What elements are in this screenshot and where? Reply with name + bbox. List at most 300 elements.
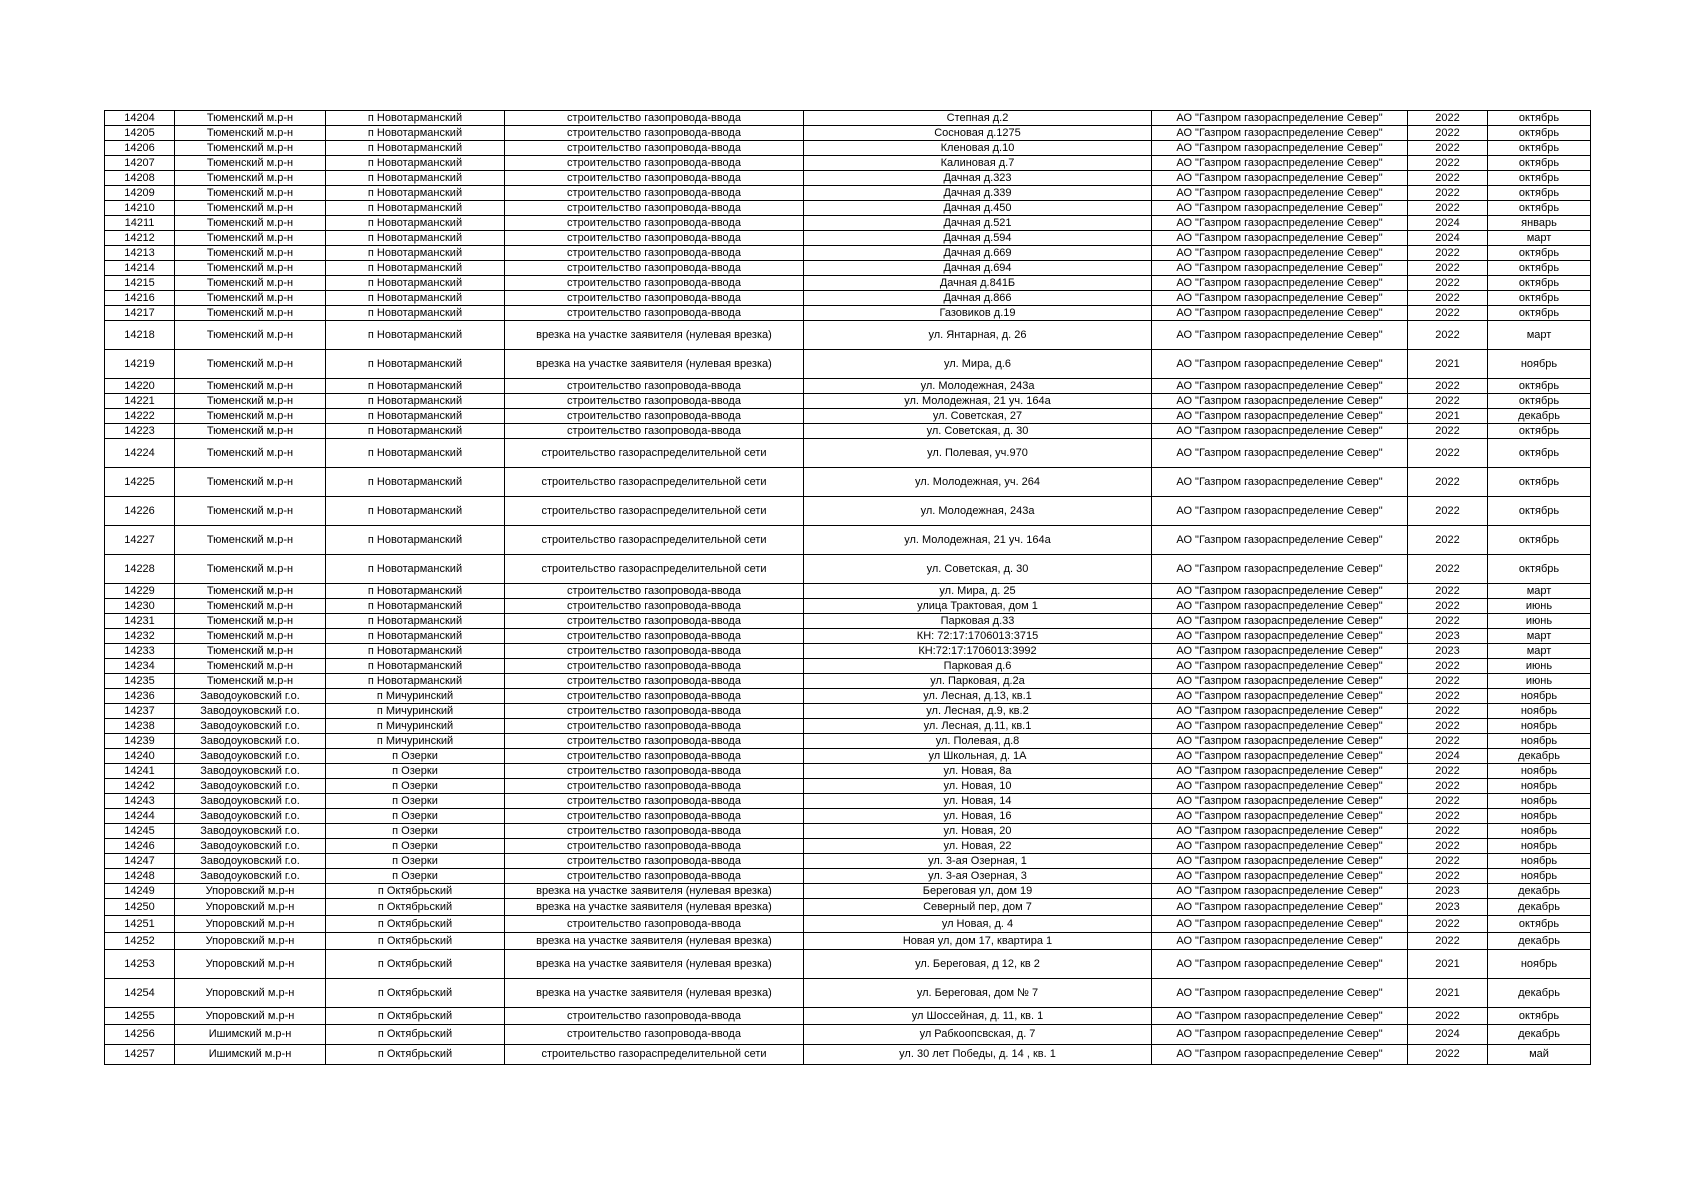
cell-address: Дачная д.594 [804,231,1152,246]
cell-settlement: п Озерки [326,839,505,854]
cell-settlement: п Мичуринский [326,719,505,734]
cell-month: ноябрь [1488,824,1591,839]
cell-district: Заводоуковский г.о. [175,734,326,749]
table-row [105,979,1591,1008]
table-body [105,111,1591,1065]
cell-organization: АО "Газпром газораспределение Север" [1152,216,1408,231]
cell-work-type: строительство газопровода-ввода [505,584,804,599]
cell-settlement: п Октябрьский [326,950,505,979]
table-row [105,916,1591,933]
cell-year: 2023 [1408,884,1488,899]
cell-work-type: строительство газопровода-ввода [505,291,804,306]
cell-settlement: п Октябрьский [326,933,505,950]
cell-month: январь [1488,216,1591,231]
cell-month: октябрь [1488,126,1591,141]
cell-work-type: строительство газопровода-ввода [505,216,804,231]
cell-organization: АО "Газпром газораспределение Север" [1152,749,1408,764]
cell-id: 14205 [105,126,175,141]
table-row [105,644,1591,659]
cell-address: Парковая д.33 [804,614,1152,629]
table-row [105,933,1591,950]
cell-work-type: врезка на участке заявителя (нулевая врезка) [505,321,804,350]
cell-organization: АО "Газпром газораспределение Север" [1152,719,1408,734]
cell-settlement: п Озерки [326,809,505,824]
cell-year: 2022 [1408,111,1488,126]
cell-id: 14242 [105,779,175,794]
cell-id: 14240 [105,749,175,764]
cell-month: ноябрь [1488,689,1591,704]
cell-month: декабрь [1488,899,1591,916]
cell-month: октябрь [1488,111,1591,126]
cell-year: 2021 [1408,409,1488,424]
table-row [105,424,1591,439]
cell-organization: АО "Газпром газораспределение Север" [1152,231,1408,246]
cell-settlement: п Новотарманский [326,216,505,231]
cell-settlement: п Новотарманский [326,111,505,126]
cell-settlement: п Новотарманский [326,246,505,261]
cell-address: ул. Береговая, дом № 7 [804,979,1152,1008]
cell-work-type: строительство газопровода-ввода [505,824,804,839]
cell-work-type: строительство газопровода-ввода [505,126,804,141]
cell-year: 2022 [1408,201,1488,216]
cell-settlement: п Новотарманский [326,321,505,350]
cell-work-type: строительство газопровода-ввода [505,1025,804,1045]
cell-month: ноябрь [1488,734,1591,749]
cell-organization: АО "Газпром газораспределение Север" [1152,409,1408,424]
cell-district: Тюменский м.р-н [175,526,326,555]
cell-year: 2023 [1408,899,1488,916]
cell-settlement: п Мичуринский [326,704,505,719]
table-row [105,674,1591,689]
cell-work-type: строительство газопровода-ввода [505,839,804,854]
table-row [105,468,1591,497]
cell-month: октябрь [1488,156,1591,171]
cell-organization: АО "Газпром газораспределение Север" [1152,394,1408,409]
cell-year: 2022 [1408,916,1488,933]
cell-year: 2022 [1408,839,1488,854]
cell-district: Тюменский м.р-н [175,659,326,674]
cell-work-type: строительство газопровода-ввода [505,734,804,749]
cell-year: 2023 [1408,629,1488,644]
cell-year: 2022 [1408,186,1488,201]
table-row [105,884,1591,899]
table-row [105,306,1591,321]
table-row [105,126,1591,141]
cell-district: Тюменский м.р-н [175,644,326,659]
cell-district: Заводоуковский г.о. [175,809,326,824]
cell-district: Заводоуковский г.о. [175,839,326,854]
cell-year: 2022 [1408,584,1488,599]
cell-month: июнь [1488,599,1591,614]
cell-work-type: врезка на участке заявителя (нулевая врезка) [505,979,804,1008]
cell-address: Дачная д.323 [804,171,1152,186]
cell-work-type: врезка на участке заявителя (нулевая врезка) [505,950,804,979]
cell-organization: АО "Газпром газораспределение Север" [1152,899,1408,916]
cell-work-type: строительство газопровода-ввода [505,629,804,644]
cell-id: 14220 [105,379,175,394]
cell-settlement: п Октябрьский [326,1045,505,1065]
table-row [105,839,1591,854]
cell-settlement: п Новотарманский [326,201,505,216]
cell-month: октябрь [1488,171,1591,186]
gas-connection-table [104,110,1591,1065]
cell-year: 2022 [1408,171,1488,186]
cell-id: 14208 [105,171,175,186]
cell-month: октябрь [1488,306,1591,321]
cell-month: июнь [1488,674,1591,689]
cell-district: Ишимский м.р-н [175,1025,326,1045]
cell-district: Тюменский м.р-н [175,394,326,409]
cell-year: 2022 [1408,394,1488,409]
cell-year: 2022 [1408,734,1488,749]
cell-settlement: п Новотарманский [326,659,505,674]
cell-year: 2022 [1408,659,1488,674]
cell-id: 14249 [105,884,175,899]
cell-month: ноябрь [1488,854,1591,869]
cell-year: 2023 [1408,644,1488,659]
cell-address: Дачная д.450 [804,201,1152,216]
cell-district: Упоровский м.р-н [175,950,326,979]
cell-year: 2024 [1408,1025,1488,1045]
cell-year: 2021 [1408,350,1488,379]
cell-district: Заводоуковский г.о. [175,704,326,719]
cell-address: ул. Новая, 22 [804,839,1152,854]
cell-month: октябрь [1488,1008,1591,1025]
cell-work-type: строительство газораспределительной сети [505,526,804,555]
cell-settlement: п Новотарманский [326,186,505,201]
cell-id: 14250 [105,899,175,916]
cell-district: Тюменский м.р-н [175,629,326,644]
table-row [105,629,1591,644]
table-row [105,659,1591,674]
cell-organization: АО "Газпром газораспределение Север" [1152,261,1408,276]
cell-district: Заводоуковский г.о. [175,689,326,704]
cell-id: 14246 [105,839,175,854]
cell-address: ул. Лесная, д.9, кв.2 [804,704,1152,719]
cell-settlement: п Новотарманский [326,614,505,629]
cell-district: Тюменский м.р-н [175,350,326,379]
cell-year: 2024 [1408,216,1488,231]
cell-district: Тюменский м.р-н [175,424,326,439]
cell-settlement: п Новотарманский [326,276,505,291]
cell-district: Тюменский м.р-н [175,321,326,350]
cell-address: ул. Новая, 14 [804,794,1152,809]
cell-year: 2021 [1408,979,1488,1008]
cell-work-type: строительство газопровода-ввода [505,379,804,394]
cell-organization: АО "Газпром газораспределение Север" [1152,584,1408,599]
cell-work-type: строительство газопровода-ввода [505,659,804,674]
cell-year: 2022 [1408,246,1488,261]
cell-work-type: строительство газопровода-ввода [505,246,804,261]
cell-organization: АО "Газпром газораспределение Север" [1152,497,1408,526]
cell-address: ул Рабкоопсвская, д. 7 [804,1025,1152,1045]
cell-organization: АО "Газпром газораспределение Север" [1152,950,1408,979]
table-row [105,246,1591,261]
cell-district: Упоровский м.р-н [175,899,326,916]
cell-settlement: п Озерки [326,824,505,839]
cell-month: ноябрь [1488,350,1591,379]
cell-organization: АО "Газпром газораспределение Север" [1152,839,1408,854]
cell-organization: АО "Газпром газораспределение Север" [1152,979,1408,1008]
cell-address: ул. Новая, 20 [804,824,1152,839]
cell-district: Упоровский м.р-н [175,884,326,899]
cell-organization: АО "Газпром газораспределение Север" [1152,779,1408,794]
cell-district: Тюменский м.р-н [175,439,326,468]
cell-id: 14233 [105,644,175,659]
cell-district: Тюменский м.р-н [175,409,326,424]
table-row [105,794,1591,809]
cell-settlement: п Новотарманский [326,261,505,276]
table-row [105,497,1591,526]
cell-year: 2022 [1408,779,1488,794]
cell-work-type: строительство газопровода-ввода [505,854,804,869]
cell-month: октябрь [1488,276,1591,291]
table-row [105,614,1591,629]
cell-id: 14211 [105,216,175,231]
cell-settlement: п Новотарманский [326,141,505,156]
cell-address: ул. Молодежная, 21 уч. 164а [804,394,1152,409]
cell-work-type: строительство газопровода-ввода [505,394,804,409]
cell-organization: АО "Газпром газораспределение Север" [1152,674,1408,689]
cell-id: 14232 [105,629,175,644]
table-row [105,350,1591,379]
cell-settlement: п Новотарманский [326,394,505,409]
cell-district: Заводоуковский г.о. [175,854,326,869]
cell-organization: АО "Газпром газораспределение Север" [1152,126,1408,141]
cell-id: 14209 [105,186,175,201]
cell-district: Тюменский м.р-н [175,379,326,394]
table-row [105,321,1591,350]
cell-address: Дачная д.866 [804,291,1152,306]
cell-address: ул. Полевая, д.8 [804,734,1152,749]
cell-organization: АО "Газпром газораспределение Север" [1152,869,1408,884]
cell-settlement: п Мичуринский [326,734,505,749]
cell-settlement: п Октябрьский [326,916,505,933]
cell-id: 14230 [105,599,175,614]
cell-address: Дачная д.841Б [804,276,1152,291]
cell-year: 2022 [1408,497,1488,526]
cell-district: Упоровский м.р-н [175,916,326,933]
cell-id: 14228 [105,555,175,584]
cell-month: октябрь [1488,394,1591,409]
cell-district: Упоровский м.р-н [175,979,326,1008]
cell-address: ул. 3-ая Озерная, 1 [804,854,1152,869]
cell-organization: АО "Газпром газораспределение Север" [1152,201,1408,216]
table-row [105,276,1591,291]
cell-address: ул. Молодежная, уч. 264 [804,468,1152,497]
cell-district: Тюменский м.р-н [175,246,326,261]
cell-district: Тюменский м.р-н [175,216,326,231]
cell-district: Ишимский м.р-н [175,1045,326,1065]
cell-month: июнь [1488,659,1591,674]
cell-address: ул Шоссейная, д. 11, кв. 1 [804,1008,1152,1025]
cell-organization: АО "Газпром газораспределение Север" [1152,824,1408,839]
table-row [105,734,1591,749]
cell-id: 14236 [105,689,175,704]
table-row [105,216,1591,231]
cell-address: Новая ул, дом 17, квартира 1 [804,933,1152,950]
cell-address: Калиновая д.7 [804,156,1152,171]
cell-month: октябрь [1488,497,1591,526]
cell-district: Тюменский м.р-н [175,599,326,614]
cell-district: Тюменский м.р-н [175,291,326,306]
cell-district: Тюменский м.р-н [175,111,326,126]
cell-settlement: п Октябрьский [326,899,505,916]
cell-work-type: строительство газопровода-ввода [505,916,804,933]
cell-work-type: строительство газопровода-ввода [505,111,804,126]
cell-year: 2024 [1408,231,1488,246]
cell-work-type: строительство газопровода-ввода [505,424,804,439]
cell-address: Дачная д.521 [804,216,1152,231]
cell-id: 14234 [105,659,175,674]
cell-organization: АО "Газпром газораспределение Север" [1152,555,1408,584]
cell-id: 14207 [105,156,175,171]
table-row [105,854,1591,869]
cell-settlement: п Новотарманский [326,379,505,394]
table-row [105,394,1591,409]
cell-work-type: строительство газопровода-ввода [505,764,804,779]
cell-month: май [1488,1045,1591,1065]
cell-id: 14218 [105,321,175,350]
cell-id: 14225 [105,468,175,497]
cell-address: Газовиков д.19 [804,306,1152,321]
cell-settlement: п Новотарманский [326,306,505,321]
cell-settlement: п Новотарманский [326,468,505,497]
cell-work-type: строительство газопровода-ввода [505,809,804,824]
cell-organization: АО "Газпром газораспределение Север" [1152,614,1408,629]
cell-month: октябрь [1488,424,1591,439]
cell-address: Парковая д.6 [804,659,1152,674]
table-row [105,869,1591,884]
cell-work-type: строительство газопровода-ввода [505,644,804,659]
cell-organization: АО "Газпром газораспределение Север" [1152,321,1408,350]
cell-year: 2022 [1408,824,1488,839]
cell-organization: АО "Газпром газораспределение Север" [1152,276,1408,291]
cell-work-type: строительство газопровода-ввода [505,171,804,186]
cell-month: октябрь [1488,439,1591,468]
cell-district: Тюменский м.р-н [175,306,326,321]
cell-year: 2022 [1408,719,1488,734]
cell-district: Тюменский м.р-н [175,141,326,156]
cell-district: Тюменский м.р-н [175,171,326,186]
cell-work-type: строительство газопровода-ввода [505,306,804,321]
cell-month: март [1488,321,1591,350]
cell-organization: АО "Газпром газораспределение Север" [1152,854,1408,869]
cell-settlement: п Новотарманский [326,584,505,599]
cell-settlement: п Озерки [326,854,505,869]
cell-month: октябрь [1488,261,1591,276]
cell-year: 2022 [1408,809,1488,824]
cell-organization: АО "Газпром газораспределение Север" [1152,439,1408,468]
table-row [105,555,1591,584]
cell-year: 2022 [1408,689,1488,704]
cell-id: 14244 [105,809,175,824]
cell-month: декабрь [1488,409,1591,424]
cell-organization: АО "Газпром газораспределение Север" [1152,468,1408,497]
cell-month: октябрь [1488,468,1591,497]
cell-address: ул. 30 лет Победы, д. 14 , кв. 1 [804,1045,1152,1065]
table-row [105,231,1591,246]
cell-settlement: п Новотарманский [326,424,505,439]
cell-settlement: п Новотарманский [326,171,505,186]
cell-address: Северный пер, дом 7 [804,899,1152,916]
cell-district: Заводоуковский г.о. [175,749,326,764]
cell-organization: АО "Газпром газораспределение Север" [1152,111,1408,126]
cell-district: Тюменский м.р-н [175,674,326,689]
cell-district: Заводоуковский г.о. [175,794,326,809]
table-row [105,186,1591,201]
cell-organization: АО "Газпром газораспределение Север" [1152,734,1408,749]
cell-id: 14229 [105,584,175,599]
cell-month: октябрь [1488,916,1591,933]
cell-organization: АО "Газпром газораспределение Север" [1152,246,1408,261]
cell-address: Степная д.2 [804,111,1152,126]
cell-organization: АО "Газпром газораспределение Север" [1152,1045,1408,1065]
cell-address: ул Новая, д. 4 [804,916,1152,933]
cell-year: 2022 [1408,126,1488,141]
table-row [105,809,1591,824]
cell-organization: АО "Газпром газораспределение Север" [1152,379,1408,394]
cell-id: 14204 [105,111,175,126]
cell-address: ул. Молодежная, 243а [804,379,1152,394]
cell-month: март [1488,584,1591,599]
cell-work-type: врезка на участке заявителя (нулевая врезка) [505,933,804,950]
cell-organization: АО "Газпром газораспределение Север" [1152,424,1408,439]
cell-id: 14239 [105,734,175,749]
cell-district: Тюменский м.р-н [175,584,326,599]
table-row [105,439,1591,468]
cell-id: 14241 [105,764,175,779]
cell-id: 14215 [105,276,175,291]
cell-id: 14226 [105,497,175,526]
cell-settlement: п Новотарманский [326,439,505,468]
cell-work-type: строительство газопровода-ввода [505,719,804,734]
table-row [105,261,1591,276]
cell-work-type: строительство газопровода-ввода [505,186,804,201]
cell-id: 14251 [105,916,175,933]
table-row [105,719,1591,734]
cell-work-type: строительство газопровода-ввода [505,276,804,291]
cell-work-type: строительство газопровода-ввода [505,156,804,171]
cell-district: Тюменский м.р-н [175,614,326,629]
cell-year: 2022 [1408,276,1488,291]
cell-month: декабрь [1488,933,1591,950]
cell-settlement: п Новотарманский [326,156,505,171]
cell-year: 2022 [1408,674,1488,689]
cell-work-type: строительство газопровода-ввода [505,869,804,884]
cell-work-type: врезка на участке заявителя (нулевая врезка) [505,350,804,379]
cell-district: Тюменский м.р-н [175,126,326,141]
cell-month: октябрь [1488,186,1591,201]
cell-id: 14253 [105,950,175,979]
cell-settlement: п Мичуринский [326,689,505,704]
cell-settlement: п Озерки [326,764,505,779]
cell-organization: АО "Газпром газораспределение Север" [1152,291,1408,306]
cell-district: Тюменский м.р-н [175,555,326,584]
cell-district: Упоровский м.р-н [175,1008,326,1025]
cell-settlement: п Новотарманский [326,497,505,526]
table-row [105,201,1591,216]
cell-district: Заводоуковский г.о. [175,719,326,734]
cell-settlement: п Озерки [326,779,505,794]
cell-year: 2022 [1408,869,1488,884]
cell-id: 14210 [105,201,175,216]
cell-year: 2022 [1408,156,1488,171]
cell-district: Тюменский м.р-н [175,186,326,201]
cell-month: март [1488,644,1591,659]
cell-id: 14247 [105,854,175,869]
cell-month: октябрь [1488,526,1591,555]
